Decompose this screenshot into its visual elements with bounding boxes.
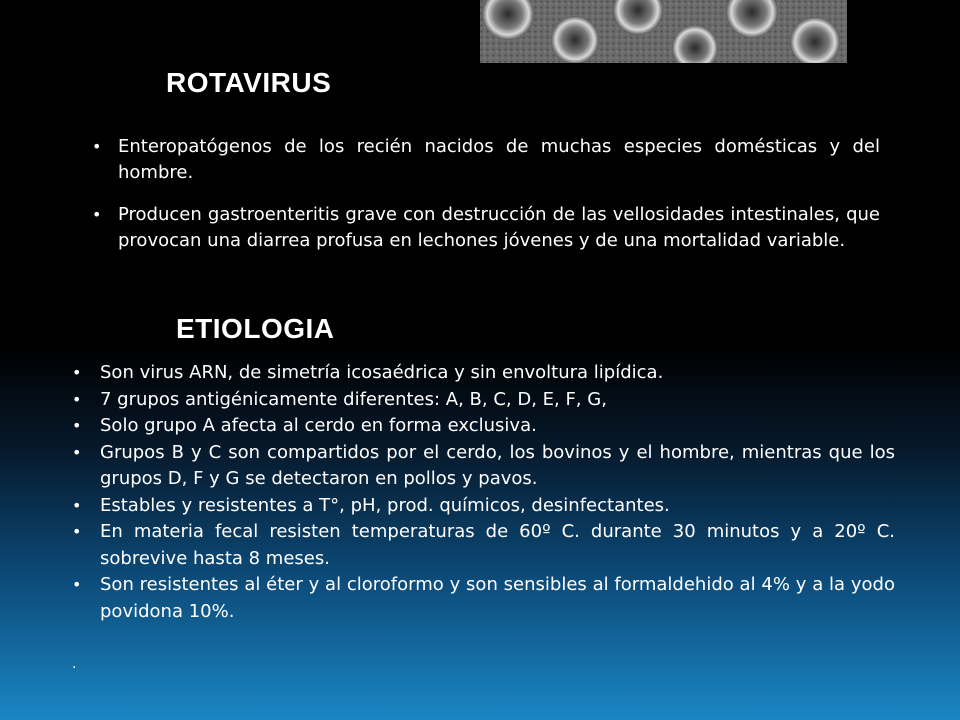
list-item [72,387,895,414]
bullet-dot-icon: • [92,137,102,156]
list-item-text: Son virus ARN, de simetría icosaédrica y sin envoltura lipídica. [100,362,664,383]
bullet-dot-icon: • [72,522,82,541]
bullet-dot-icon: • [72,495,82,515]
list-item [72,519,895,572]
list-item [72,440,895,493]
bullet-dot-icon: • [72,389,82,409]
list-item-text: Enteropatógenos de los recién nacidos de muchas especies domésticas y del hombre. [118,136,880,183]
list-item-text: En materia fecal resisten temperaturas de 60º C. durante 30 minutos y a 20º C. sobrevive hasta 8 meses. [100,521,895,569]
etiologia-title: ETIOLOGIA [176,313,335,344]
list-item-text: Grupos B y C son compartidos por el cerdo, los bovinos y el hombre, mientras que los grupos D, F y G se detectaron en pollos y pavos. [100,441,895,489]
bullet-dot-icon: • [72,416,82,435]
rotavirus-title: ROTAVIRUS [166,67,332,98]
list-item [72,572,895,625]
list-item [92,202,880,254]
list-item-text: 7 grupos antigénicamente diferentes: A, B, C, D, E, F, G, [100,388,607,410]
micrograph-drawing [480,0,847,63]
list-item-text: Son resistentes al éter y al cloroformo y son sensibles al formaldehido al 4% y a la yodo povidona 10%. [100,574,895,622]
list-item [72,360,895,387]
rotavirus-bullet-list [92,134,880,254]
bullet-dot-icon: • [72,442,82,462]
list-item-text: Producen gastroenteritis grave con destrucción de las vellosidades intestinales, que provocan una diarrea profusa en lechones jóvenes y de una mortalidad variable. [118,204,880,251]
bullet-dot-icon: • [92,205,102,224]
etiologia-bullet-list [72,360,895,625]
bullet-dot-icon: • [72,363,82,382]
list-item [72,413,895,440]
list-item [92,134,880,186]
bullet-dot-icon: • [72,575,82,594]
trailing-dot: . [72,656,77,672]
list-item-text: Solo grupo A afecta al cerdo en forma exclusiva. [100,415,537,436]
virus-micrograph-image [480,0,847,63]
list-item-text: Estables y resistentes a T°, pH, prod. químicos, desinfectantes. [100,494,670,516]
list-item [72,493,895,520]
